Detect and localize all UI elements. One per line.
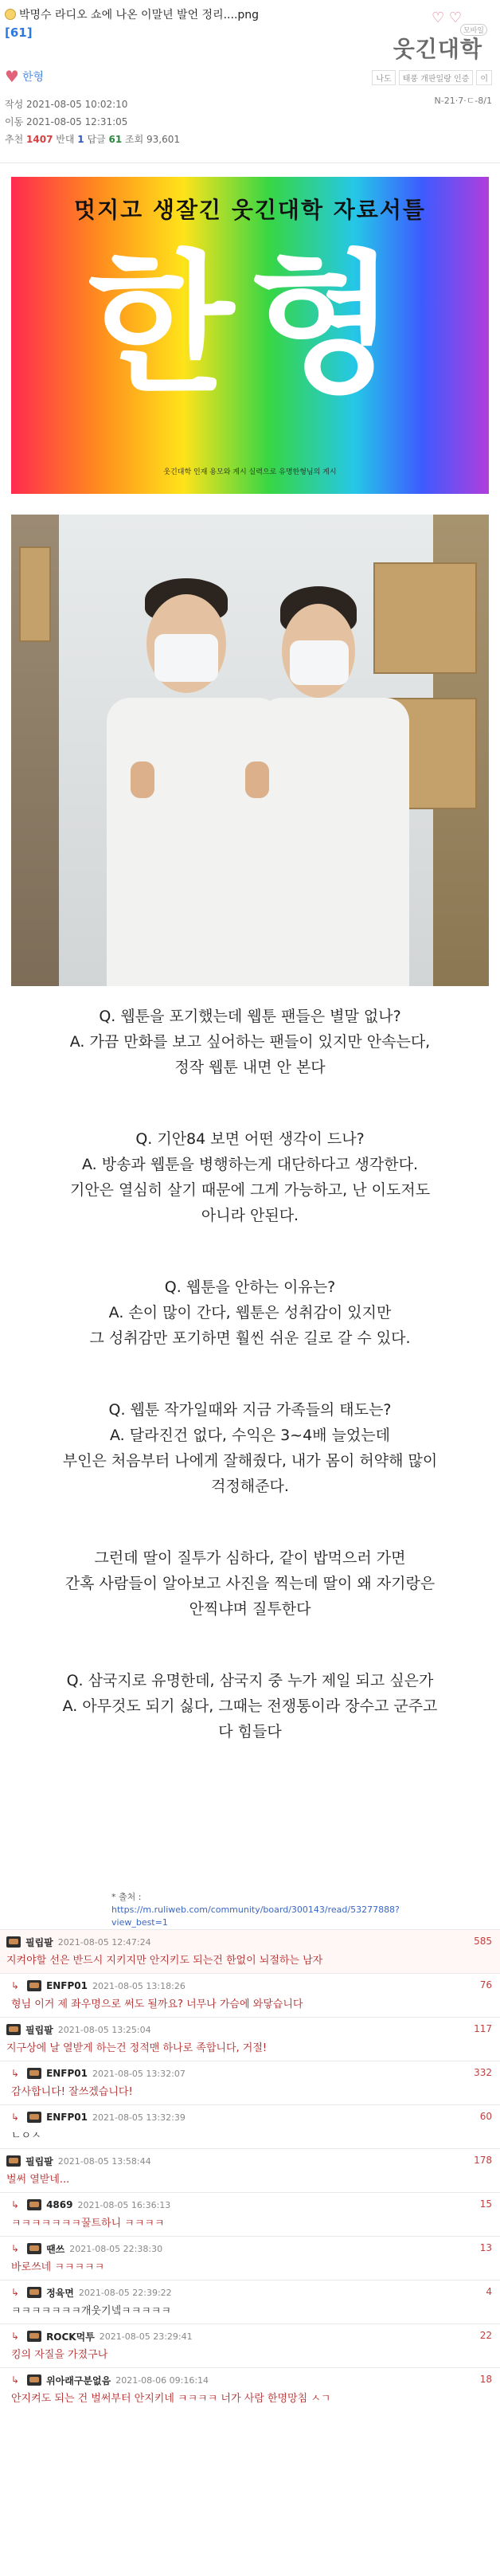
reply-arrow-icon: ↳ (11, 1980, 20, 1991)
comment-body: ㅋㅋㅋㅋㅋㅋㅋ개웃기넼ㅋㅋㅋㅋㅋ (11, 2305, 171, 2317)
article-line: 아니라 안된다. (201, 1207, 299, 1224)
article-paragraph (0, 1274, 500, 1351)
author-name[interactable]: 한형 (21, 71, 44, 84)
comment-header (6, 2022, 494, 2037)
comment-score[interactable]: 22 (479, 2330, 492, 2341)
view-count: 조회 93,601 (125, 134, 180, 145)
comment-item (0, 2148, 500, 2192)
article-line: A. 달라진건 없다, 수익은 3~4배 늘었는데 (110, 1427, 390, 1444)
comment-header (11, 2285, 494, 2300)
avatar-icon (27, 2287, 41, 2298)
article-paragraph (0, 1126, 500, 1228)
comment-date: 2021-08-06 09:16:14 (115, 2374, 209, 2386)
studio-photo (11, 515, 489, 986)
article-line: Q. 웹툰 작가일때와 지금 가족들의 태도는? (108, 1401, 392, 1419)
comment-nickname[interactable]: 정육면 (46, 2287, 74, 2299)
comment-date: 2021-08-05 13:32:39 (92, 2112, 186, 2123)
oppose-count: 1 (77, 134, 84, 145)
comment-date: 2021-08-05 13:32:07 (92, 2068, 186, 2079)
article-line: Q. 삼국지로 유명한데, 삼국지 중 누가 제일 되고 싶은가 (66, 1672, 434, 1689)
article-line: Q. 기안84 보면 어떤 생각이 드나? (135, 1130, 365, 1148)
article-line: A. 손이 많이 간다, 웹툰은 성취감이 있지만 (108, 1304, 392, 1321)
post-title[interactable]: 박명수 라디오 쇼에 나온 이말년 발언 정리....png (19, 9, 260, 22)
comment-nickname[interactable]: ROCK먹투 (46, 2331, 95, 2343)
side-nav (372, 70, 492, 85)
comment-nickname[interactable]: ENFP01 (46, 2112, 88, 2123)
comment-body: 지구상에 날 열받게 하는건 정적맨 하나로 족합니다, 거절! (6, 2042, 268, 2054)
article-paragraph (0, 1545, 500, 1622)
comment-header (11, 2373, 494, 2387)
article-line: 부인은 처음부터 나에게 잘해줬다, 내가 몸이 허약해 많이 (62, 1452, 438, 1470)
comment-body: 벌써 열받네... (6, 2174, 70, 2186)
mobile-badge: 모바일 (460, 24, 487, 36)
comment-header (6, 1935, 494, 1949)
avatar-icon (27, 2068, 41, 2079)
comment-nickname[interactable]: ENFP01 (46, 2068, 88, 2079)
comment-date: 2021-08-05 12:47:24 (57, 1936, 151, 1948)
comment-header (6, 2154, 494, 2168)
comment-nickname[interactable]: 위아래구분없음 (46, 2374, 111, 2386)
reply-arrow-icon: ↳ (11, 2068, 20, 2079)
comment-score[interactable]: 76 (479, 1979, 492, 1991)
reply-arrow-icon: ↳ (11, 2374, 20, 2386)
avatar-icon (6, 1936, 21, 1948)
comment-item (0, 1929, 500, 1973)
comment-body: 형님 이거 제 좌우명으로 써도 될까요? 너무나 가슴에 와닿습니다 (11, 1999, 303, 2010)
comment-nickname[interactable]: 땐쓰 (46, 2243, 65, 2255)
comment-item (0, 2323, 500, 2367)
comment-body: 감사합니다! 잘쓰겠습니다! (11, 2086, 133, 2098)
reply-arrow-icon: ↳ (11, 2199, 20, 2210)
comment-score[interactable]: 332 (474, 2067, 492, 2078)
article-body (0, 1004, 500, 1791)
comment-header (11, 2198, 494, 2212)
avatar-icon (27, 2243, 41, 2254)
site-logo[interactable] (366, 5, 494, 69)
comment-nickname[interactable]: 4869 (46, 2199, 73, 2210)
source-line (111, 1891, 430, 1929)
smiley-icon (5, 9, 16, 20)
comment-date: 2021-08-05 23:29:41 (99, 2331, 193, 2342)
comment-body: 안지켜도 되는 건 벌써부터 안지키네 ㅋㅋㅋㅋ 너가 사람 한명망침 ㅅㄱ (11, 2393, 331, 2405)
comment-date: 2021-08-05 22:38:30 (69, 2243, 163, 2254)
comment-score[interactable]: 60 (479, 2111, 492, 2122)
source-link[interactable]: https://m.ruliweb.com/community/board/300143/read/53277888?view_best=1 (111, 1905, 400, 1928)
recommend-label: 추천 (5, 134, 24, 145)
comment-body: ㄴㅇㅅ (11, 2130, 41, 2142)
comment-header (11, 1979, 494, 1993)
post-stats (5, 132, 180, 146)
article-line: 정작 웹툰 내면 안 본다 (174, 1059, 326, 1076)
comment-nickname[interactable]: 필립팔 (25, 2155, 53, 2167)
comment-date: 2021-08-05 22:39:22 (78, 2287, 172, 2298)
article-line: Q. 웹툰을 안하는 이유는? (164, 1278, 336, 1296)
comment-score[interactable]: 117 (474, 2023, 492, 2034)
person-shirt (107, 698, 282, 986)
post-header (0, 0, 500, 163)
comment-score[interactable]: 4 (486, 2286, 492, 2297)
article-line: 그 성취감만 포기하면 훨씬 쉬운 길로 갈 수 있다. (89, 1329, 411, 1347)
comment-date: 2021-08-05 16:36:13 (77, 2199, 171, 2210)
reply-count: 61 (108, 134, 123, 145)
comment-item (0, 2192, 500, 2236)
comment-header (11, 2241, 494, 2256)
reply-arrow-icon: ↳ (11, 2112, 20, 2123)
comment-item (0, 2061, 500, 2104)
article-line: 간혹 사람들이 알아보고 사진을 찍는데 딸이 왜 자기랑은 (64, 1575, 436, 1592)
comment-header (11, 2066, 494, 2081)
comment-score[interactable]: 18 (479, 2374, 492, 2385)
photo-wood-panel (19, 546, 51, 642)
comment-score[interactable]: 13 (479, 2242, 492, 2253)
comment-body: 바로쓰네 ㅋㅋㅋㅋㅋ (11, 2261, 105, 2273)
reply-label: 답글 (87, 134, 106, 145)
rainbow-banner-image (11, 177, 489, 494)
comment-score[interactable]: 178 (474, 2155, 492, 2166)
person-shirt (258, 698, 409, 986)
article-line: 다 힘들다 (218, 1723, 282, 1740)
face-mask (290, 640, 349, 685)
comment-header (11, 2110, 494, 2124)
side-nav-item[interactable]: 나도 (372, 70, 395, 85)
comment-header (11, 2329, 494, 2343)
side-extra-text: N-21·7·ㄷ-8/1 (434, 96, 492, 106)
avatar-icon (27, 2112, 41, 2123)
article-line: 안찍냐며 질투한다 (189, 1600, 311, 1618)
avatar-icon (27, 2199, 41, 2210)
banner-big-text: 한형 (88, 235, 412, 413)
comment-nickname[interactable]: ENFP01 (46, 1980, 88, 1991)
comment-item (0, 2236, 500, 2280)
face-mask (154, 634, 218, 682)
comment-body: 지켜야할 선은 반드시 지키지만 안지키도 되는건 한없이 뇌절하는 남자 (6, 1955, 323, 1967)
comment-item (0, 1973, 500, 2017)
comment-body: ㅋㅋㅋㅋㅋㅋㅋ꿀트하니 ㅋㅋㅋㅋ (11, 2218, 165, 2230)
moved-date: 이동 2021-08-05 12:31:05 (5, 116, 128, 127)
article-paragraph (0, 1668, 500, 1744)
comment-list (0, 1929, 500, 2411)
author-row[interactable] (5, 67, 44, 86)
article-line: Q. 웹툰을 포기했는데 웹툰 팬들은 별말 없나? (99, 1008, 401, 1025)
banner-top-text: 멋지고 생잘긴 웃긴대학 자료서틀 (74, 197, 426, 223)
article-line: A. 아무것도 되기 싫다, 그때는 전쟁통이라 장수고 군주고 (62, 1697, 438, 1715)
post-title-row (5, 6, 259, 22)
comment-nickname[interactable]: 필립팔 (25, 2024, 53, 2036)
comment-item (0, 2280, 500, 2323)
heart-icon: ♥ (5, 67, 19, 86)
article-line: 걱정해준다. (211, 1478, 289, 1495)
article-line: 그런데 딸이 질투가 심하다, 같이 밥먹으러 가면 (94, 1549, 406, 1567)
comment-item (0, 2017, 500, 2061)
source-label: * 출처 : (111, 1892, 142, 1902)
comment-body: 킹의 자질을 가졌구나 (11, 2349, 108, 2361)
article-line: A. 방송과 웹툰을 병행하는게 대단하다고 생각한다. (81, 1156, 419, 1173)
comment-item (0, 2367, 500, 2411)
comment-count[interactable]: [61] (5, 25, 33, 40)
side-nav-item[interactable]: 이 (476, 70, 492, 85)
comment-score[interactable]: 15 (479, 2198, 492, 2210)
thumbs-up (131, 761, 154, 798)
article-line: A. 가끔 만화를 보고 싶어하는 팬들이 있지만 안속는다, (69, 1033, 431, 1051)
article-paragraph (0, 1397, 500, 1499)
avatar-icon (27, 2374, 41, 2386)
article-paragraph (0, 1004, 500, 1080)
comment-nickname[interactable]: 필립팔 (25, 1936, 53, 1948)
avatar-icon (27, 2331, 41, 2342)
comment-item (0, 2104, 500, 2148)
avatar-icon (6, 2024, 21, 2035)
reply-arrow-icon: ↳ (11, 2287, 20, 2298)
logo-text: 웃긴대학 (393, 36, 482, 62)
oppose-label: 반대 (56, 134, 75, 145)
heart-decoration-icon: ♡ ♡ (432, 10, 462, 26)
avatar-icon (6, 2155, 21, 2167)
article-line: 기안은 열심히 살기 때문에 그게 가능하고, 난 이도저도 (69, 1181, 431, 1199)
avatar-icon (27, 1980, 41, 1991)
side-nav-item[interactable]: 태풍 개판일랑 인증 (399, 70, 474, 85)
comment-date: 2021-08-05 13:58:44 (57, 2155, 151, 2167)
reply-arrow-icon: ↳ (11, 2331, 20, 2342)
comment-date: 2021-08-05 13:25:04 (57, 2024, 151, 2035)
comment-score[interactable]: 585 (474, 1936, 492, 1947)
photo-wood-panel (373, 562, 477, 674)
thumbs-up (245, 761, 269, 798)
recommend-count: 1407 (26, 134, 53, 145)
comment-date: 2021-08-05 13:18:26 (92, 1980, 186, 1991)
created-date: 작성 2021-08-05 10:02:10 (5, 99, 128, 110)
banner-bottom-text: 웃긴대학 인재 용모와 게시 실력으로 유명한형님의 게시 (163, 468, 337, 476)
reply-arrow-icon: ↳ (11, 2243, 20, 2254)
